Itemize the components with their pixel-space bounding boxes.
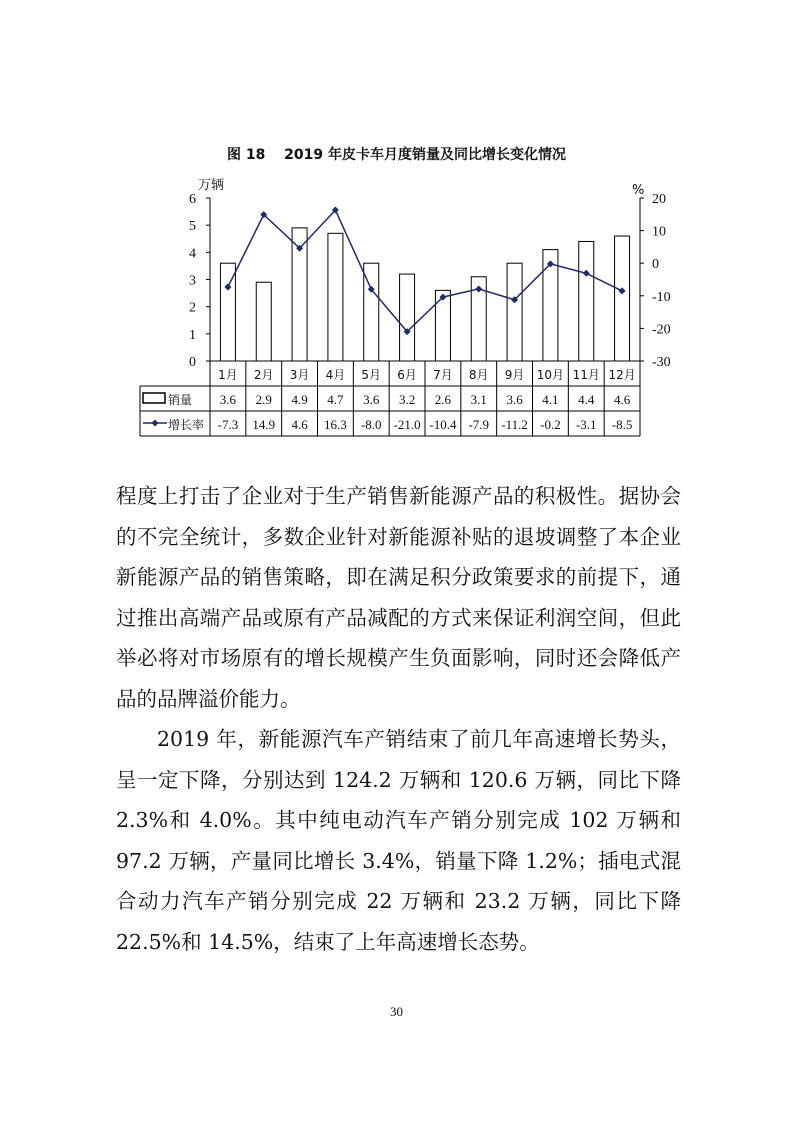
right-tick-label: 10	[652, 224, 666, 240]
left-tick-label: 3	[189, 273, 196, 289]
legend-bar-label: 销量	[168, 393, 193, 407]
paragraph-2: 2019 年，新能源汽车产销结束了前几年高速增长势头，呈一定下降，分别达到 124.2 万辆和 120.6 万辆，同比下降 2.3%和 4.0%。其中纯电动汽车产销分别完成 102 万辆和 97.2 万辆，产量同比增长 3.4%，销量下降 1.2%；插电式混合动力汽车产销分别完成 22 万辆和 23.2 万辆，同比下降 22.5%和 14.5%，结束了上年高速增长态势。	[116, 727, 681, 954]
x-category-label: 8月	[468, 368, 489, 382]
growth-value-label: -8.5	[611, 417, 633, 432]
growth-value-label: -3.1	[575, 417, 597, 432]
legend-line-label: 增长率	[168, 418, 205, 432]
right-tick-label: -30	[652, 355, 671, 370]
x-category-label: 11月	[572, 368, 600, 382]
sales-bar	[400, 274, 415, 361]
sales-value-label: 3.6	[219, 392, 237, 407]
sales-value-label: 4.9	[291, 392, 308, 407]
sales-bar	[579, 241, 594, 361]
growth-value-label: 4.6	[291, 417, 308, 432]
sales-bar	[615, 236, 630, 361]
right-tick-label: 0	[652, 257, 659, 273]
growth-value-label: -10.4	[429, 417, 457, 432]
x-category-label: 7月	[433, 368, 453, 382]
growth-value-label: -0.2	[540, 417, 561, 432]
growth-value-label: -7.3	[217, 417, 239, 432]
sales-value-label: 4.6	[613, 392, 631, 407]
sales-bar	[256, 282, 271, 361]
sales-bar	[507, 263, 522, 361]
growth-value-label: -8.0	[360, 417, 382, 432]
body-text	[116, 476, 681, 962]
sales-value-label: 4.7	[327, 392, 344, 407]
sales-growth-chart	[0, 0, 793, 450]
sales-value-label: 3.6	[506, 392, 523, 407]
growth-value-label: -11.2	[501, 417, 528, 432]
sales-value-label: 4.1	[542, 392, 559, 407]
figure-title: 图 18 2019 年皮卡车月度销量及同比增长变化情况	[226, 147, 567, 163]
sales-value-label: 2.9	[255, 392, 272, 407]
left-tick-label: 5	[189, 219, 196, 235]
right-tick-label: -20	[652, 322, 671, 338]
legend-bar-key	[143, 393, 165, 403]
left-tick-label: 1	[189, 327, 196, 343]
sales-value-label: 2.6	[434, 392, 452, 407]
page-number: 30	[390, 1004, 403, 1019]
sales-bar	[328, 233, 343, 361]
growth-value-label: -21.0	[393, 417, 421, 432]
left-tick-label: 0	[189, 355, 196, 370]
sales-value-label: 3.1	[470, 392, 487, 407]
x-category-label: 5月	[361, 368, 382, 382]
x-category-label: 12月	[608, 368, 636, 382]
x-category-label: 10月	[536, 368, 565, 382]
left-tick-label: 6	[189, 192, 196, 207]
right-axis-unit: %	[632, 183, 645, 198]
left-tick-label: 4	[189, 246, 196, 262]
growth-rate-line	[228, 210, 622, 332]
growth-value-label: -7.9	[468, 417, 490, 432]
growth-value-label: 16.3	[324, 417, 347, 432]
legend-line-marker	[152, 420, 159, 427]
sales-bar	[435, 290, 450, 361]
right-tick-label: -10	[652, 289, 671, 305]
left-tick-label: 2	[189, 300, 196, 316]
right-tick-label: 20	[652, 192, 666, 207]
x-category-label: 1月	[218, 368, 238, 382]
paragraph-1: 程度上打击了企业对于生产销售新能源产品的积极性。据协会的不完全统计，多数企业针对新能源补贴的退坡调整了本企业新能源产品的销售策略，即在满足积分政策要求的前提下，通过推出高端产品或原有产品减配的方式来保证利润空间，但此举必将对市场原有的增长规模产生负面影响，同时还会降低产品的品牌溢价能力。	[116, 484, 681, 711]
sales-value-label: 3.6	[363, 392, 380, 407]
x-category-label: 3月	[289, 368, 310, 382]
growth-value-label: 14.9	[252, 417, 276, 432]
x-category-label: 9月	[504, 368, 525, 382]
sales-value-label: 4.4	[578, 392, 595, 407]
x-category-label: 2月	[253, 368, 274, 382]
sales-value-label: 3.2	[398, 392, 416, 407]
x-category-label: 4月	[325, 368, 346, 382]
x-category-label: 6月	[397, 368, 417, 382]
left-axis-unit: 万辆	[198, 178, 225, 193]
